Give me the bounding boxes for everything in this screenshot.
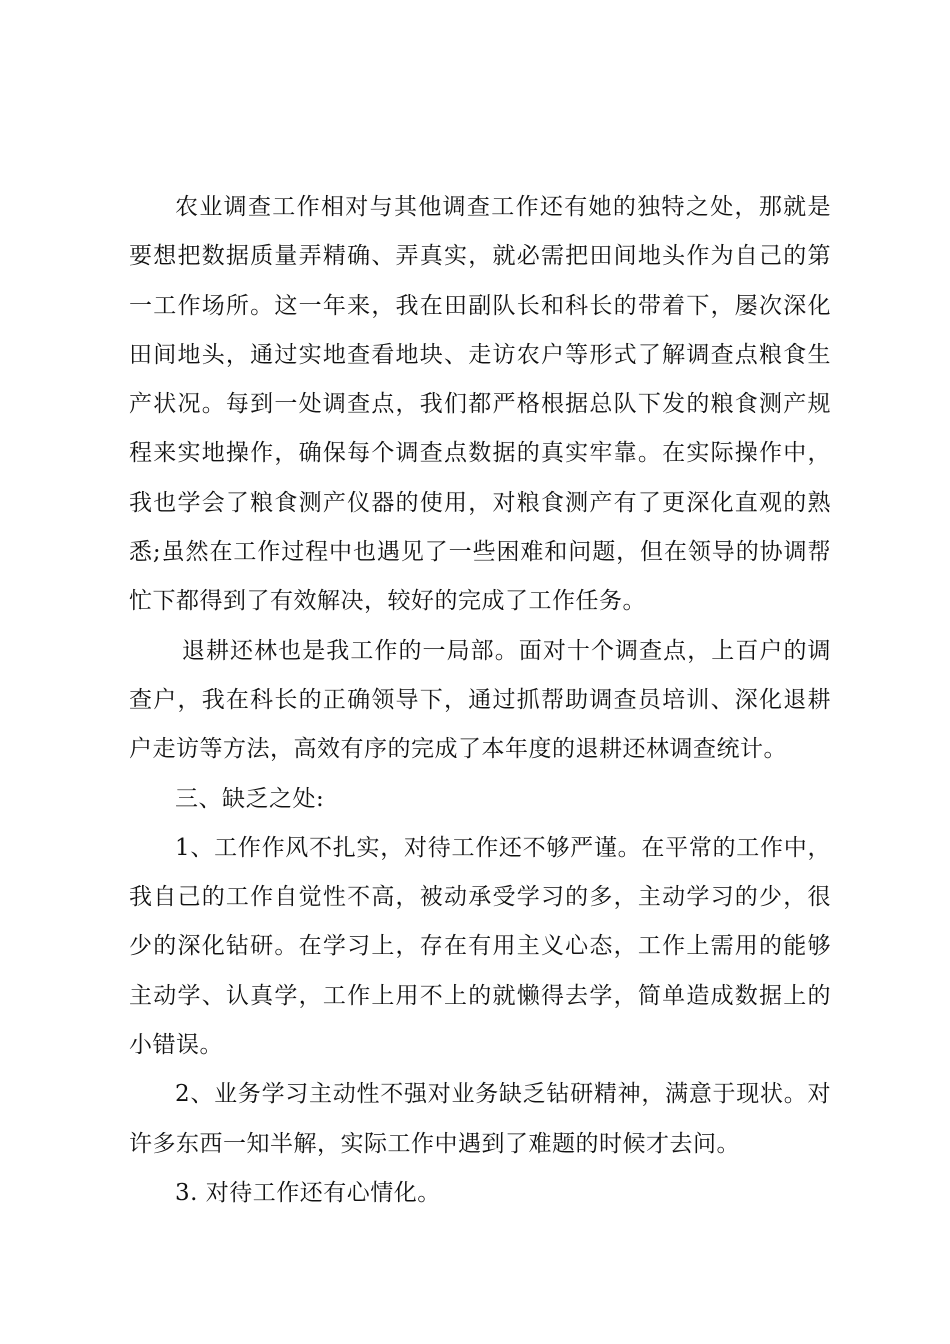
- document-body: [129, 183, 831, 1218]
- paragraph-reforestation: 退耕还林也是我工作的一局部。面对十个调查点，上百户的调查户，我在科长的正确领导下，通过抓帮助调查员培训、深化退耕户走访等方法，高效有序的完成了本年度的退耕还林调查统计。: [129, 637, 831, 763]
- paragraph-shortcoming-1: 1、工作作风不扎实，对待工作还不够严谨。在平常的工作中，我自己的工作自觉性不高，被动承受学习的多，主动学习的少，很少的深化钻研。在学习上，存在有用主义心态，工作上需用的能够主动学、认真学，工作上用不上的就懒得去学，简单造成数据上的小错误。: [129, 834, 831, 1059]
- paragraph-shortcoming-2: 2、业务学习主动性不强对业务缺乏钻研精神，满意于现状。对许多东西一知半解，实际工作中遇到了难题的时候才去问。: [129, 1081, 831, 1157]
- paragraph-agri-survey: 农业调查工作相对与其他调查工作还有她的独特之处，那就是要想把数据质量弄精确、弄真实，就必需把田间地头作为自己的第一工作场所。这一年来，我在田副队长和科长的带着下，屡次深化田间地头，通过实地查看地块、走访农户等形式了解调查点粮食生产状况。每到一处调查点，我们都严格根据总队下发的粮食测产规程来实地操作，确保每个调查点数据的真实牢靠。在实际操作中，我也学会了粮食测产仪器的使用，对粮食测产有了更深化直观的熟悉;虽然在工作过程中也遇见了一些困难和问题，但在领导的协调帮忙下都得到了有效解决，较好的完成了工作任务。: [129, 194, 831, 615]
- section-heading-shortcomings: 三、缺乏之处:: [175, 785, 325, 812]
- paragraph-shortcoming-3: 3. 对待工作还有心情化。: [175, 1179, 441, 1206]
